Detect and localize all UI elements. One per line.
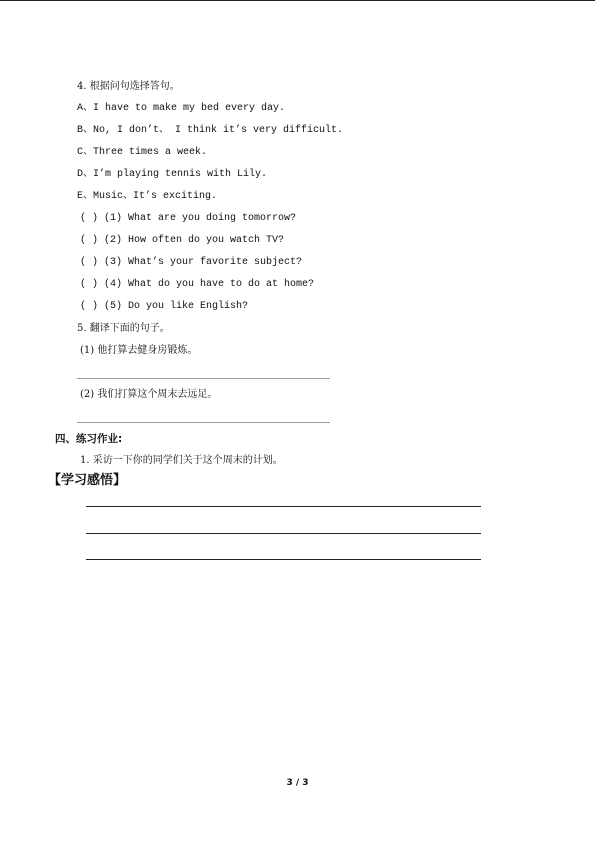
reflection-line-3 (86, 559, 481, 560)
section4-title: 四、练习作业: (55, 433, 123, 445)
reflection-line-2 (86, 533, 481, 534)
q4-item-1: ( ) (1) What are you doing tomorrow? (80, 213, 297, 224)
q5-title: 5. 翻译下面的句子。 (77, 323, 170, 334)
q4-option-a: A、I have to make my bed every day. (77, 103, 286, 114)
page-top-border (0, 0, 595, 1)
q4-option-b: B、No, I don’t、 I think it’s very difficult. (77, 125, 344, 136)
q4-item-2: ( ) (2) How often do you watch TV? (80, 235, 285, 246)
q4-option-d: D、I’m playing tennis with Lily. (77, 169, 268, 180)
q4-option-e: E、Music、It’s exciting. (77, 191, 218, 202)
q4-item-3: ( ) (3) What’s your favorite subject? (80, 257, 303, 268)
q4-title: 4. 根据问句选择答句。 (77, 81, 180, 92)
q4-option-c: C、Three times a week. (77, 147, 208, 158)
reflection-line-1 (86, 506, 481, 507)
page-number: 3 / 3 (286, 778, 309, 788)
q4-item-5: ( ) (5) Do you like English? (80, 301, 249, 312)
q4-item-4: ( ) (4) What do you have to do at home? (80, 279, 315, 290)
reflection-title: 【学习感悟】 (48, 473, 127, 488)
q5-item-2: (2) 我们打算这个周末去远足。 (80, 389, 218, 400)
section4-task: 1. 采访一下你的同学们关于这个周末的计划。 (80, 455, 283, 466)
q5-answer-line-2 (77, 422, 330, 423)
q5-answer-line-1 (77, 378, 330, 379)
q5-item-1: (1) 他打算去健身房锻炼。 (80, 345, 198, 356)
